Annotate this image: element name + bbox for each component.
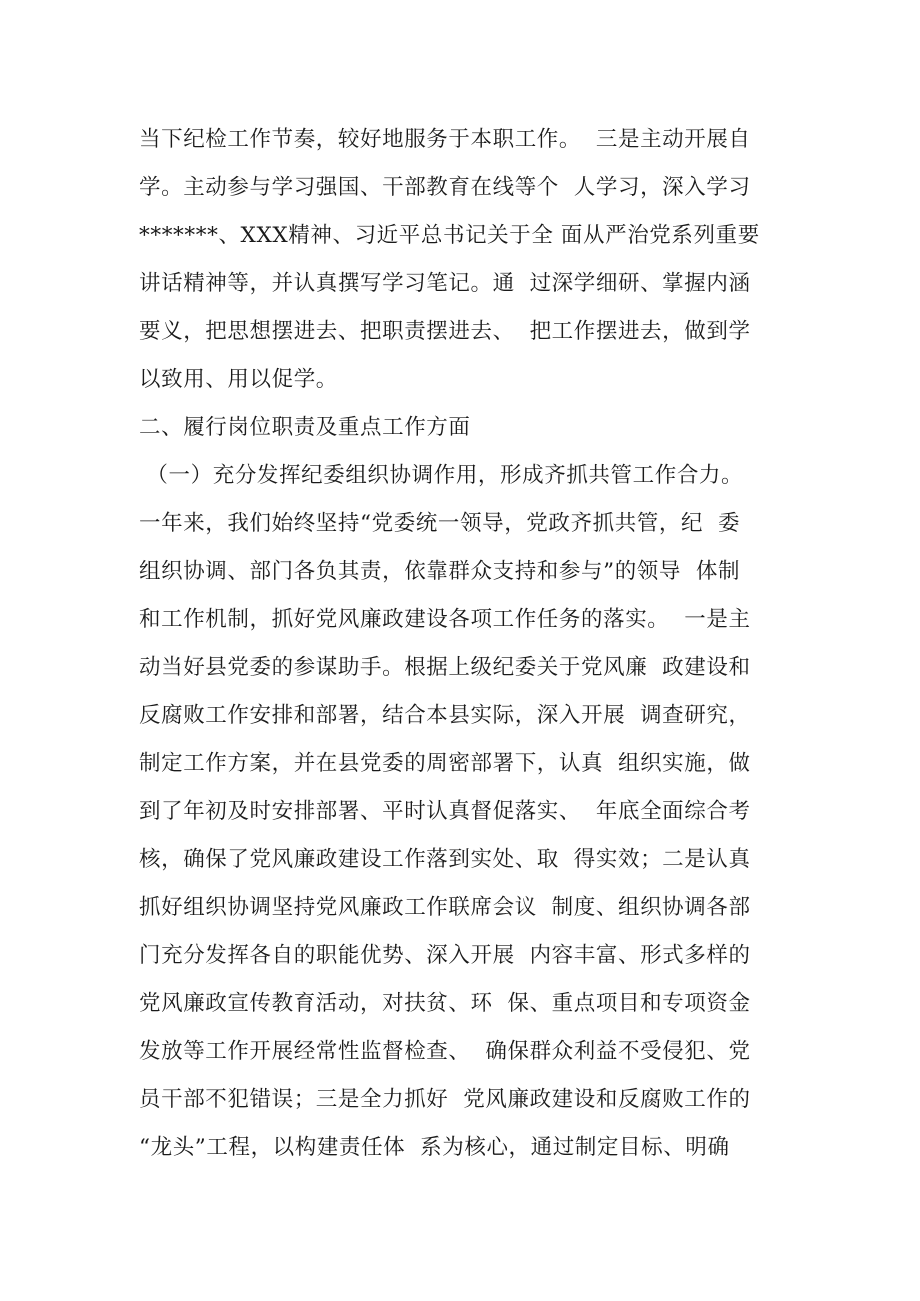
subsection-heading: （一）充分发挥纪委组织协调作用，形成齐抓共管工作合力。 [139, 463, 744, 488]
text-line: 到了年初及时安排部署、平时认真督促落实、 年底全面综合考 [139, 799, 751, 824]
text-line: 门充分发挥各自的职能优势、深入开展 内容丰富、形式多样的 [139, 943, 751, 968]
text-line: 反腐败工作安排和部署，结合本县实际，深入开展 调查研究， [139, 703, 751, 728]
text-line: 党风廉政宣传教育活动，对扶贫、环 保、重点项目和专项资金 [139, 991, 751, 1016]
text-line: 一年来，我们始终坚持“党委统一领导，党政齐抓共管，纪 委 [139, 511, 741, 536]
document-body [139, 116, 789, 1172]
text-line: 员干部不犯错误；三是全力抓好 党风廉政建设和反腐败工作的 [139, 1087, 751, 1112]
text-line: 和工作机制，抓好党风廉政建设各项工作任务的落实。 一是主 [139, 607, 751, 632]
text-line: 要义，把思想摆进去、把职责摆进去、 把工作摆进去，做到学 [139, 319, 751, 344]
text-line: 学。主动参与学习强国、干部教育在线等个 人学习，深入学习 [139, 175, 751, 200]
text-line: 当下纪检工作节奏，较好地服务于本职工作。 三是主动开展自 [139, 127, 751, 152]
text-line: 动当好县党委的参谋助手。根据上级纪委关于党风廉 政建设和 [139, 655, 751, 680]
text-line: *******、XXX精神、习近平总书记关于全 面从严治党系列重要 [139, 223, 760, 248]
text-line: 以致用、用以促学。 [139, 367, 338, 392]
text-line: 制定工作方案，并在县党委的周密部署下，认真 组织实施，做 [139, 751, 751, 776]
text-line: 发放等工作开展经常性监督检查、 确保群众利益不受侵犯、党 [139, 1039, 751, 1064]
text-line: 抓好组织协调坚持党风廉政工作联席会议 制度、组织协调各部 [139, 895, 751, 920]
text-line: 讲话精神等，并认真撰写学习笔记。通 过深学细研、掌握内涵 [139, 271, 751, 296]
text-line: 组织协调、部门各负其责，依靠群众支持和参与”的领导 体制 [139, 559, 741, 584]
text-line: “龙头”工程，以构建责任体 系为核心，通过制定目标、明确 [139, 1135, 730, 1160]
section-heading: 二、履行岗位职责及重点工作方面 [139, 415, 471, 440]
text-line: 核，确保了党风廉政建设工作落到实处、取 得实效；二是认真 [139, 847, 751, 872]
